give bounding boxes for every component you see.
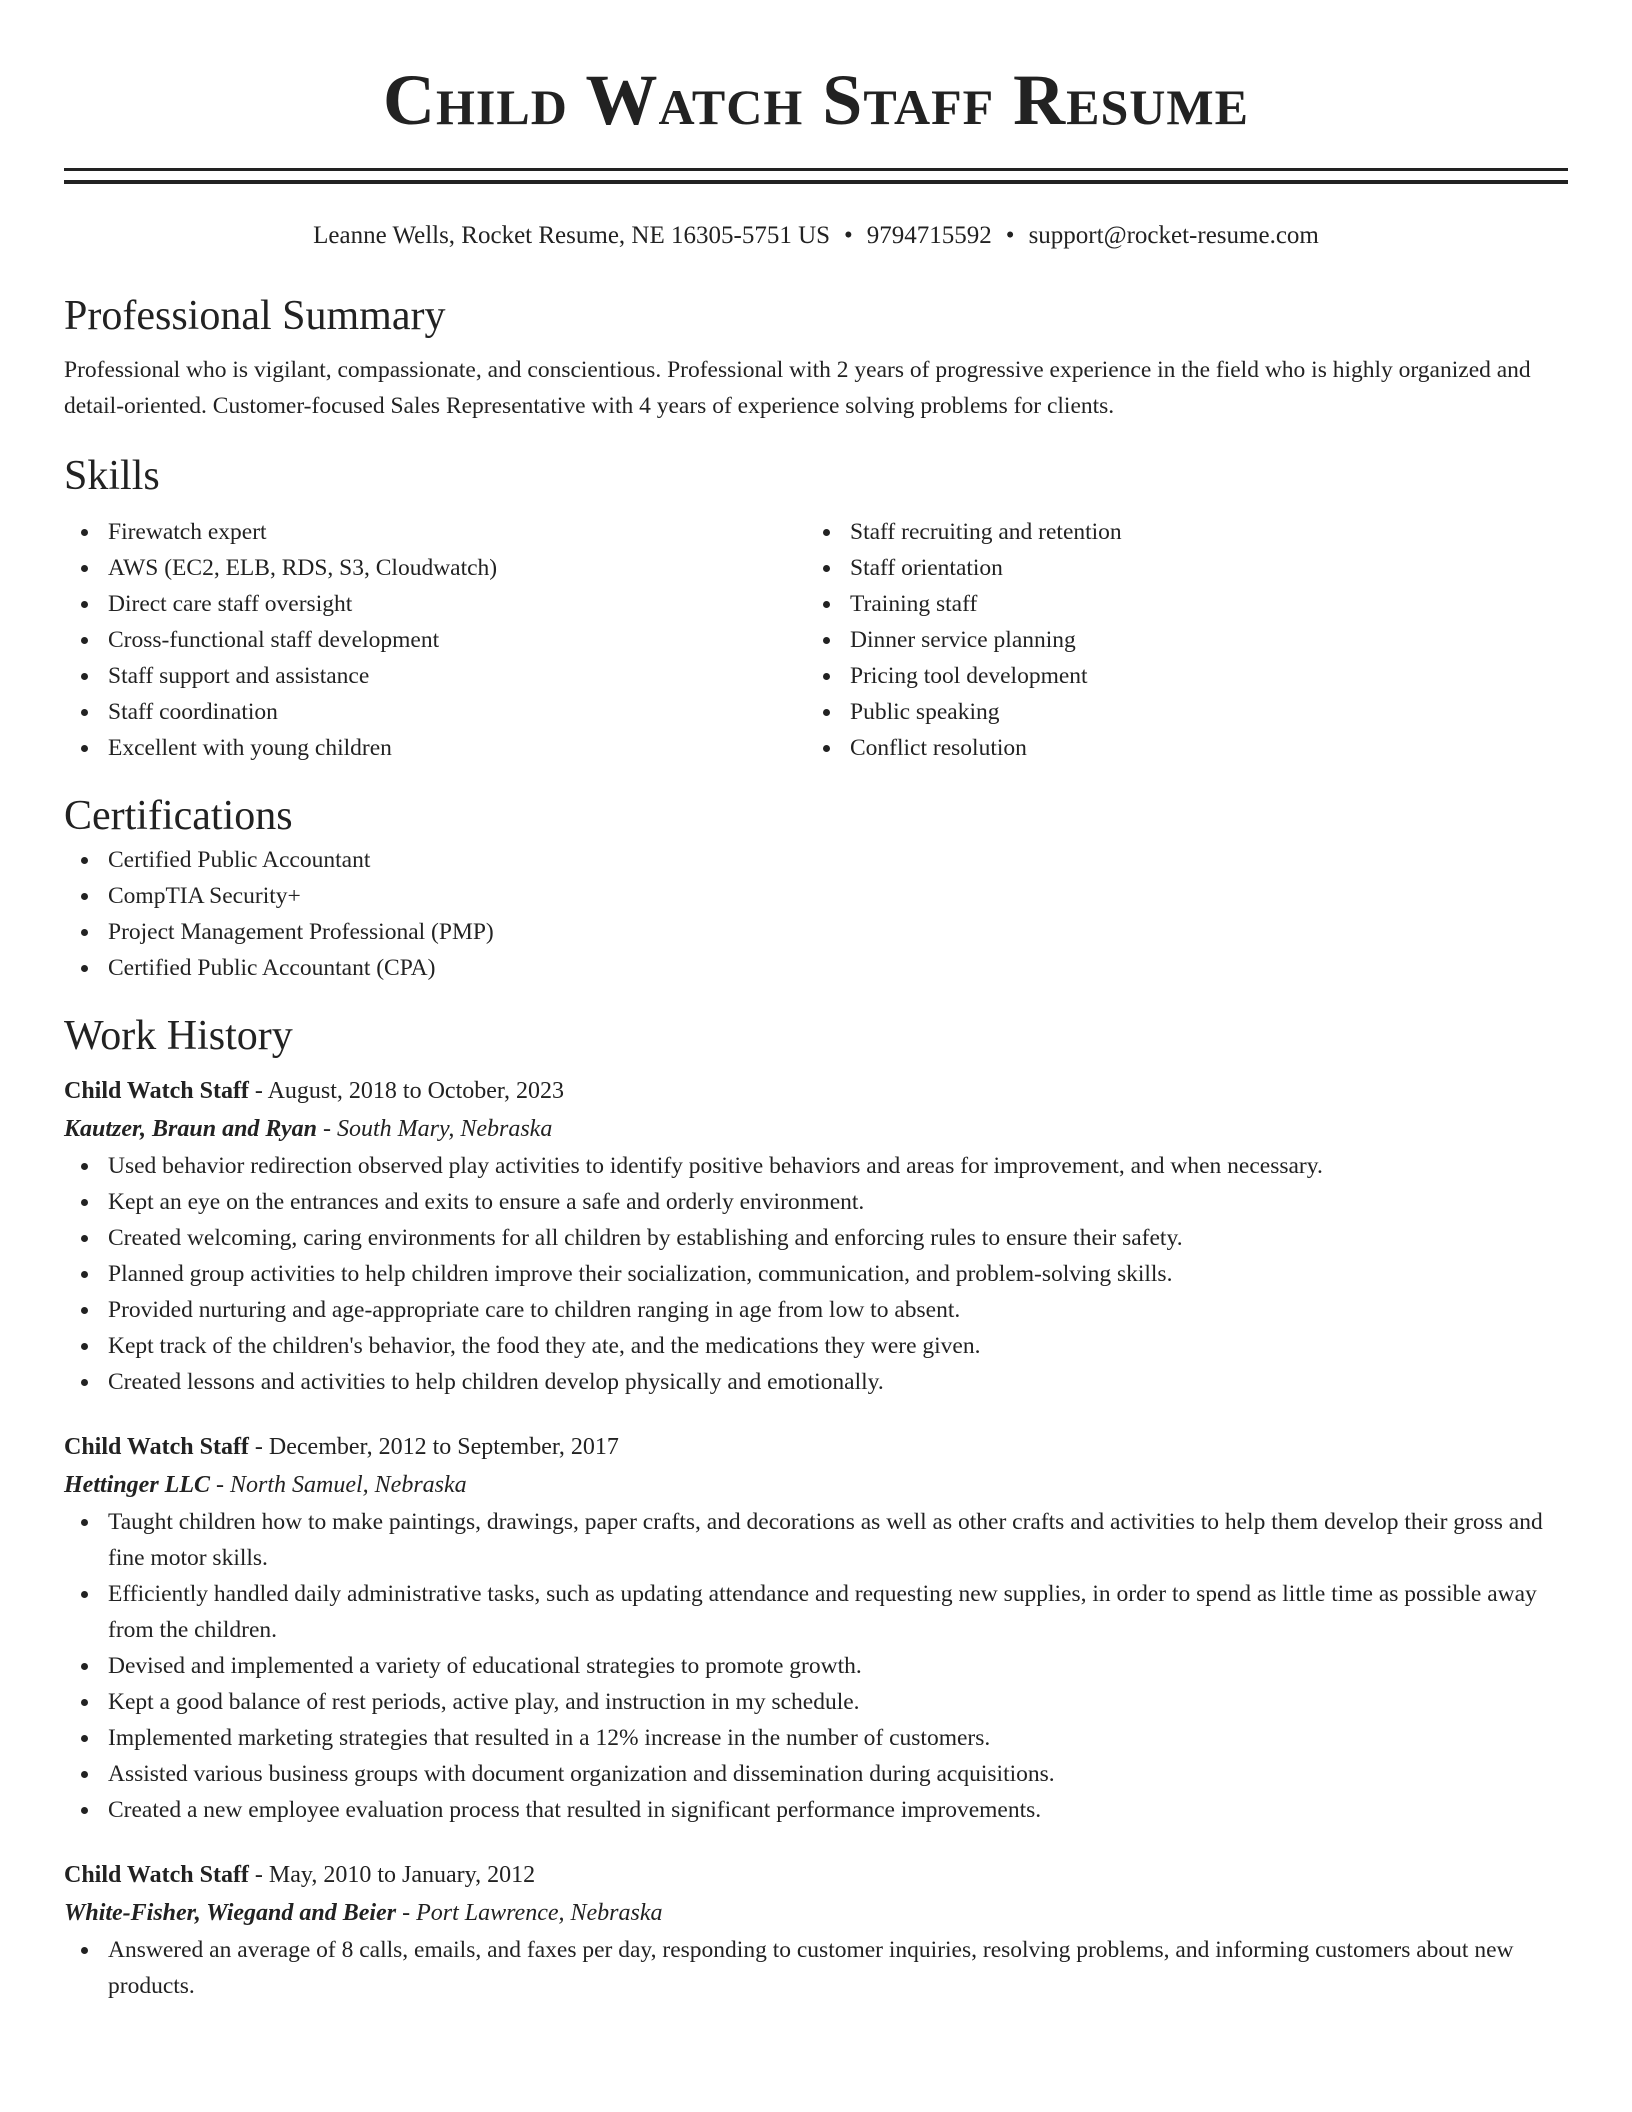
certification-item: Certified Public Accountant xyxy=(64,842,1568,878)
job-duty-item: Kept an eye on the entrances and exits to ensure a safe and orderly environment. xyxy=(64,1184,1568,1220)
job-dash: - xyxy=(248,1862,269,1888)
job-duty-item: Implemented marketing strategies that resulted in a 12% increase in the number of customers. xyxy=(64,1720,1568,1756)
job-company: Hettinger LLC xyxy=(64,1472,210,1498)
contact-phone: 9794715592 xyxy=(866,222,992,249)
work-history-heading: Work History xyxy=(64,1013,293,1059)
job-company: Kautzer, Braun and Ryan xyxy=(64,1116,317,1142)
certification-item: Project Management Professional (PMP) xyxy=(64,914,1568,950)
skill-item: Pricing tool development xyxy=(806,658,1548,694)
job-duty-item: Assisted various business groups with document organization and dissemination during acquisitions. xyxy=(64,1756,1568,1792)
skill-item: Excellent with young children xyxy=(64,730,806,766)
certifications-heading: Certifications xyxy=(64,793,293,839)
skill-item: Staff recruiting and retention xyxy=(806,514,1548,550)
job-company: White-Fisher, Wiegand and Beier xyxy=(64,1900,397,1926)
job-duty-item: Used behavior redirection observed play activities to identify positive behaviors and areas for improvement, and when necessary. xyxy=(64,1148,1568,1184)
bullet-separator: • xyxy=(1005,222,1015,249)
skill-item: Staff coordination xyxy=(64,694,806,730)
job-dates: August, 2018 to October, 2023 xyxy=(267,1078,564,1104)
job-location: Port Lawrence, Nebraska xyxy=(416,1900,663,1926)
job-duty-item: Devised and implemented a variety of educational strategies to promote growth. xyxy=(64,1648,1568,1684)
summary-heading: Professional Summary xyxy=(64,293,446,339)
job-duties-list xyxy=(64,1148,1568,1400)
contact-address: Leanne Wells, Rocket Resume, NE 16305-5751 US xyxy=(313,222,831,249)
skills-list-left xyxy=(64,514,806,766)
job-dates: May, 2010 to January, 2012 xyxy=(268,1862,536,1888)
skills-list-right xyxy=(806,514,1548,766)
job-duty-item: Planned group activities to help children improve their socialization, communication, and problem-solving skills. xyxy=(64,1256,1568,1292)
job-company-line xyxy=(64,1894,1568,1932)
job-role: Child Watch Staff xyxy=(64,1434,249,1460)
job-duty-item: Created lessons and activities to help children develop physically and emotionally. xyxy=(64,1364,1568,1400)
resume-page xyxy=(64,0,1568,2004)
skills-column-left xyxy=(64,514,806,766)
title-divider xyxy=(64,168,1568,184)
skill-item: Cross-functional staff development xyxy=(64,622,806,658)
job-title-line xyxy=(64,1856,1568,1894)
job-dates: December, 2012 to September, 2017 xyxy=(268,1434,619,1460)
skills-heading: Skills xyxy=(64,453,160,499)
job-duties-list xyxy=(64,1504,1568,1828)
skills-column-right xyxy=(806,514,1548,766)
certification-item: Certified Public Accountant (CPA) xyxy=(64,950,1568,986)
job-duty-item: Provided nurturing and age-appropriate care to children ranging in age from low to absent. xyxy=(64,1292,1568,1328)
job-entry xyxy=(64,1428,1568,1828)
job-company-line xyxy=(64,1466,1568,1504)
job-dash: - xyxy=(396,1900,417,1926)
contact-email: support@rocket-resume.com xyxy=(1028,222,1319,249)
job-duty-item: Kept track of the children's behavior, the food they ate, and the medications they were given. xyxy=(64,1328,1568,1364)
skill-item: Staff orientation xyxy=(806,550,1548,586)
job-dash: - xyxy=(248,1434,269,1460)
job-duties-list xyxy=(64,1932,1568,2004)
skill-item: Firewatch expert xyxy=(64,514,806,550)
job-duty-item: Created welcoming, caring environments for all children by establishing and enforcing rules to ensure their safety. xyxy=(64,1220,1568,1256)
job-title-line xyxy=(64,1428,1568,1466)
job-duty-item: Efficiently handled daily administrative tasks, such as updating attendance and requesting new supplies, in order to spend as little time as possible away from the children. xyxy=(64,1576,1568,1648)
certification-item: CompTIA Security+ xyxy=(64,878,1568,914)
certifications-list xyxy=(64,842,1568,986)
skills-grid xyxy=(64,514,1568,766)
skill-item: AWS (EC2, ELB, RDS, S3, Cloudwatch) xyxy=(64,550,806,586)
job-dash: - xyxy=(210,1472,230,1498)
skill-item: Direct care staff oversight xyxy=(64,586,806,622)
skill-item: Training staff xyxy=(806,586,1548,622)
skill-item: Dinner service planning xyxy=(806,622,1548,658)
job-location: South Mary, Nebraska xyxy=(337,1116,553,1142)
page-title: Child Watch Staff Resume xyxy=(383,60,1249,140)
job-entry xyxy=(64,1072,1568,1400)
job-duty-item: Kept a good balance of rest periods, active play, and instruction in my schedule. xyxy=(64,1684,1568,1720)
skill-item: Conflict resolution xyxy=(806,730,1548,766)
job-entry xyxy=(64,1856,1568,2004)
job-dash: - xyxy=(317,1116,337,1142)
skill-item: Staff support and assistance xyxy=(64,658,806,694)
job-company-line xyxy=(64,1110,1568,1148)
skill-item: Public speaking xyxy=(806,694,1548,730)
job-location: North Samuel, Nebraska xyxy=(230,1472,467,1498)
job-duty-item: Answered an average of 8 calls, emails, and faxes per day, responding to customer inquiries, resolving problems, and informing customers about new products. xyxy=(64,1932,1568,2004)
bullet-separator: • xyxy=(844,222,853,249)
job-role: Child Watch Staff xyxy=(64,1078,249,1104)
job-duty-item: Created a new employee evaluation process that resulted in significant performance improvements. xyxy=(64,1792,1568,1828)
job-dash: - xyxy=(248,1078,268,1104)
job-role: Child Watch Staff xyxy=(64,1862,249,1888)
job-title-line xyxy=(64,1072,1568,1110)
contact-line xyxy=(64,220,1568,252)
summary-text: Professional who is vigilant, compassionate, and conscientious. Professional with 2 years of progressive experience in the field who is highly organized and detail-oriented. Customer-focused Sales Representative with 4 years of experience solving problems for clients. xyxy=(64,357,1531,419)
job-duty-item: Taught children how to make paintings, drawings, paper crafts, and decorations as well as other crafts and activities to help them develop their gross and fine motor skills. xyxy=(64,1504,1568,1576)
